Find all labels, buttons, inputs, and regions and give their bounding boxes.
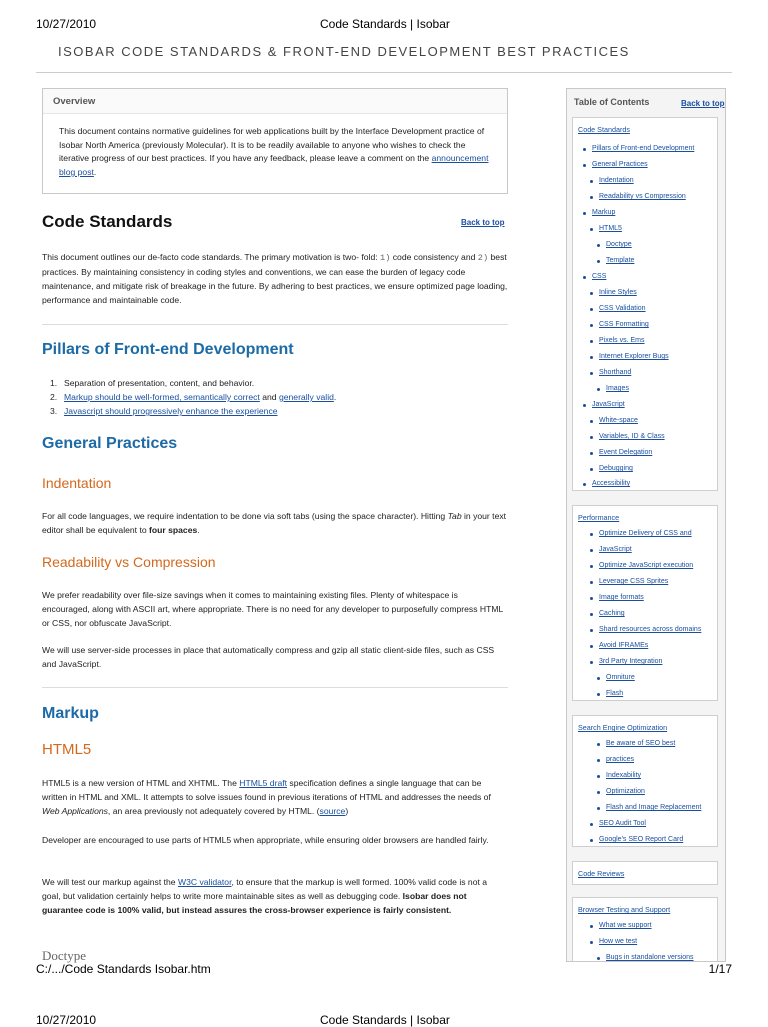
- html5-heading: HTML5: [42, 741, 92, 758]
- toc-section-seo: [572, 715, 718, 847]
- generally-valid-link[interactable]: generally valid: [278, 392, 334, 402]
- toc-item[interactable]: How we test: [599, 938, 638, 945]
- toc-section-code-standards: [572, 117, 718, 491]
- readability-text-2: We will use server-side processes in place that automatically compress and gzip all static client-side files, such as CSS and JavaScript.: [42, 645, 495, 669]
- toc-item[interactable]: JavaScript: [592, 401, 625, 408]
- tab-key-text: Tab: [447, 511, 462, 521]
- toc-item[interactable]: Google's SEO Report Card: [599, 836, 684, 843]
- toc-item[interactable]: Inline Styles: [599, 289, 637, 296]
- toc-seo-link[interactable]: Search Engine Optimization: [578, 723, 668, 732]
- toc-title: Table of Contents: [574, 97, 650, 107]
- w3c-validator-link[interactable]: W3C validator: [177, 877, 232, 887]
- indentation-heading: Indentation: [42, 475, 112, 491]
- print-header-date: 10/27/2010: [36, 17, 97, 31]
- toc-section-browser-testing: [572, 897, 718, 962]
- toc-code-reviews-link[interactable]: Code Reviews: [578, 869, 625, 878]
- toc-section-performance: [572, 505, 718, 701]
- source-link[interactable]: source: [319, 806, 346, 816]
- toc-item[interactable]: Optimization: [606, 788, 645, 795]
- toc-item[interactable]: Pillars of Front-end Development: [592, 145, 695, 152]
- indent-text-1: For all code languages, we require indentation to be done via soft tabs (using the space character). Hitting: [42, 511, 448, 521]
- general-practices-heading: General Practices: [42, 435, 178, 452]
- pillars-list-item: 1. Separation of presentation, content, and behavior.: [50, 378, 255, 388]
- intro-code-1: 1): [380, 253, 391, 263]
- four-spaces-text: four spaces: [149, 525, 198, 535]
- section-divider: [42, 324, 508, 325]
- toc-item[interactable]: Shorthand: [599, 369, 632, 376]
- toc-item[interactable]: White-space: [599, 417, 638, 424]
- toc-code-standards-link[interactable]: Code Standards: [578, 125, 630, 134]
- pillars-heading: Pillars of Front-end Development: [42, 341, 294, 358]
- toc-item[interactable]: Flash: [606, 690, 624, 697]
- toc-item[interactable]: Accessibility: [592, 480, 631, 487]
- html5-text-3a: We will test our markup against the: [42, 877, 178, 887]
- toc-item[interactable]: Indexability: [606, 772, 642, 779]
- toc-item[interactable]: Images: [606, 385, 629, 392]
- pillars-list-item: 2. Markup should be well-formed, semantically correct and generally valid.: [50, 392, 337, 402]
- toc-item[interactable]: CSS Formatting: [599, 321, 649, 328]
- code-standards-heading: Code Standards: [42, 212, 173, 231]
- html5-text-1a: HTML5 is a new version of HTML and XHTML. The: [42, 778, 240, 788]
- html5-draft-link[interactable]: HTML5 draft: [239, 778, 288, 788]
- html5-text-2: Developer are encouraged to use parts of HTML5 when appropriate, while ensuring older browsers are handled fairly.: [42, 835, 489, 845]
- html5-text-bold: Isobar does not guarantee code is 100% valid, but instead assures the cross-browser experience is fairly consistent.: [42, 891, 467, 915]
- print-footer-path: C:/.../Code Standards Isobar.htm: [36, 962, 211, 976]
- toc-item[interactable]: SEO Audit Tool: [599, 820, 646, 827]
- readability-heading: Readability vs Compression: [42, 554, 216, 570]
- toc-item[interactable]: CSS Validation: [599, 305, 646, 312]
- toc-item[interactable]: General Practices: [592, 161, 648, 168]
- toc-item[interactable]: Flash and Image Replacement: [606, 804, 702, 811]
- javascript-progressive-link[interactable]: Javascript should progressively enhance the experience: [64, 406, 278, 416]
- code-standards-intro: [42, 250, 508, 307]
- toc-item[interactable]: Bugs in standalone versions: [606, 954, 694, 961]
- toc-item[interactable]: Caching: [599, 610, 625, 617]
- overview-title: Overview: [53, 96, 96, 107]
- overview-header: [43, 89, 507, 114]
- toc-item[interactable]: Image formats: [599, 594, 644, 601]
- announcement-blog-link[interactable]: announcement blog post: [59, 153, 489, 177]
- indent-text-3: .: [197, 525, 200, 535]
- toc-item[interactable]: Indentation: [599, 177, 634, 184]
- table-of-contents: [566, 88, 726, 962]
- document-banner: ISOBAR CODE STANDARDS & FRONT-END DEVELOPMENT BEST PRACTICES: [58, 44, 630, 59]
- toc-item-continuation[interactable]: practices: [606, 756, 635, 763]
- toc-item[interactable]: Shard resources across domains: [599, 626, 702, 633]
- next-page-header-title: Code Standards | Isobar: [320, 1013, 450, 1027]
- toc-item[interactable]: Internet Explorer Bugs: [599, 353, 669, 360]
- intro-text-3: best practices. By maintaining consistency in coding styles and conventions, we can ease the burden of legacy code maintenance, and mitigate risk of breakage in the future. By adhering to best practices, we ensure optimized page loading, performance and maintainable code.: [42, 252, 508, 305]
- html5-text-3b: , to ensure that the markup is well formed. 100% valid code is not a goal, but validation certainly helps to write more maintainable sites as well as debugging code.: [42, 877, 488, 901]
- toc-item-continuation[interactable]: JavaScript: [599, 546, 632, 553]
- html5-text-1d: ): [345, 806, 349, 816]
- readability-text-1: We prefer readability over file-size savings when it comes to maintaining existing files. Plenty of whitespace is encouraged, along with ASCII art, where appropriate. There is no need for any developer to purposefully compress HTML or CSS, nor obfuscate JavaScript.: [42, 590, 503, 628]
- overview-text-end: .: [93, 166, 97, 177]
- html5-text-1b: specification defines a single language that can be written in HTML and XML. It attempts to solve issues found in previous iterations of HTML and addresses the needs of: [42, 778, 491, 802]
- next-page-header-date: 10/27/2010: [36, 1013, 97, 1027]
- html5-text-1c: , an area previously not adequately covered by HTML. (: [107, 806, 320, 816]
- print-footer-page-number: 1/17: [708, 962, 732, 976]
- intro-text-2: code consistency and: [390, 252, 478, 262]
- section-divider: [42, 687, 508, 688]
- toc-item[interactable]: Omniture: [606, 674, 635, 681]
- pillar-connector: and: [259, 392, 279, 402]
- toc-item[interactable]: Optimize JavaScript execution: [599, 562, 694, 569]
- html5-text-3: [42, 875, 508, 917]
- toc-item[interactable]: Debugging: [599, 465, 633, 472]
- markup-heading: Markup: [42, 705, 99, 722]
- toc-item[interactable]: Optimize Delivery of CSS and: [599, 530, 692, 537]
- toc-item[interactable]: Leverage CSS Sprites: [599, 578, 669, 585]
- toc-performance-link[interactable]: Performance: [578, 513, 620, 522]
- pillar-period: .: [333, 392, 337, 402]
- pillars-list: [42, 376, 336, 418]
- indent-text-2: in your text editor shall be equivalent to: [42, 511, 507, 535]
- overview-text-body: This document contains normative guidelines for web applications built by the Interface Development practice of Isobar North America (previously Molecular). It is to be readily available to anyone who wishes to check the iterative progress of our best practices. If you have any feedback, please leave a comment on the: [59, 126, 485, 164]
- web-applications-text: Web Applications: [42, 806, 108, 816]
- toc-item[interactable]: Doctype: [606, 241, 632, 248]
- toc-item[interactable]: HTML5: [599, 225, 622, 232]
- toc-item[interactable]: Event Delegation: [599, 449, 653, 456]
- toc-item[interactable]: Pixels vs. Ems: [599, 337, 645, 344]
- doctype-heading: Doctype: [42, 948, 87, 963]
- toc-browser-testing-link[interactable]: Browser Testing and Support: [578, 905, 671, 914]
- pillar-text: Separation of presentation, content, and behavior.: [64, 378, 255, 388]
- overview-box: [42, 88, 508, 194]
- toc-section-code-reviews: [572, 861, 718, 885]
- toc-item[interactable]: What we support: [599, 922, 652, 929]
- toc-item[interactable]: 3rd Party Integration: [599, 658, 663, 665]
- intro-code-2: 2): [477, 253, 489, 263]
- markup-well-formed-link[interactable]: Markup should be well-formed, semantically correct: [64, 392, 260, 402]
- html5-text-1: [42, 776, 508, 818]
- pillars-list-item: 3. Javascript should progressively enhance the experience: [50, 406, 278, 416]
- back-to-top-link[interactable]: Back to top: [461, 218, 505, 227]
- toc-item[interactable]: Template: [606, 257, 635, 264]
- toc-item[interactable]: Variables, ID & Class: [599, 433, 665, 440]
- toc-item[interactable]: CSS: [592, 273, 607, 280]
- toc-back-to-top-link[interactable]: Back to top: [681, 99, 725, 108]
- print-header-title: Code Standards | Isobar: [320, 17, 450, 31]
- overview-text: [59, 125, 489, 179]
- toc-item[interactable]: Avoid IFRAMEs: [599, 642, 649, 649]
- toc-item[interactable]: Markup: [592, 209, 616, 216]
- indentation-text: [42, 509, 508, 537]
- toc-item[interactable]: Be aware of SEO best: [606, 740, 676, 747]
- intro-text-1: This document outlines our de-facto code standards. The primary motivation is two- fold:: [42, 252, 381, 262]
- toc-item[interactable]: Readability vs Compression: [599, 193, 686, 200]
- banner-divider: [36, 72, 732, 73]
